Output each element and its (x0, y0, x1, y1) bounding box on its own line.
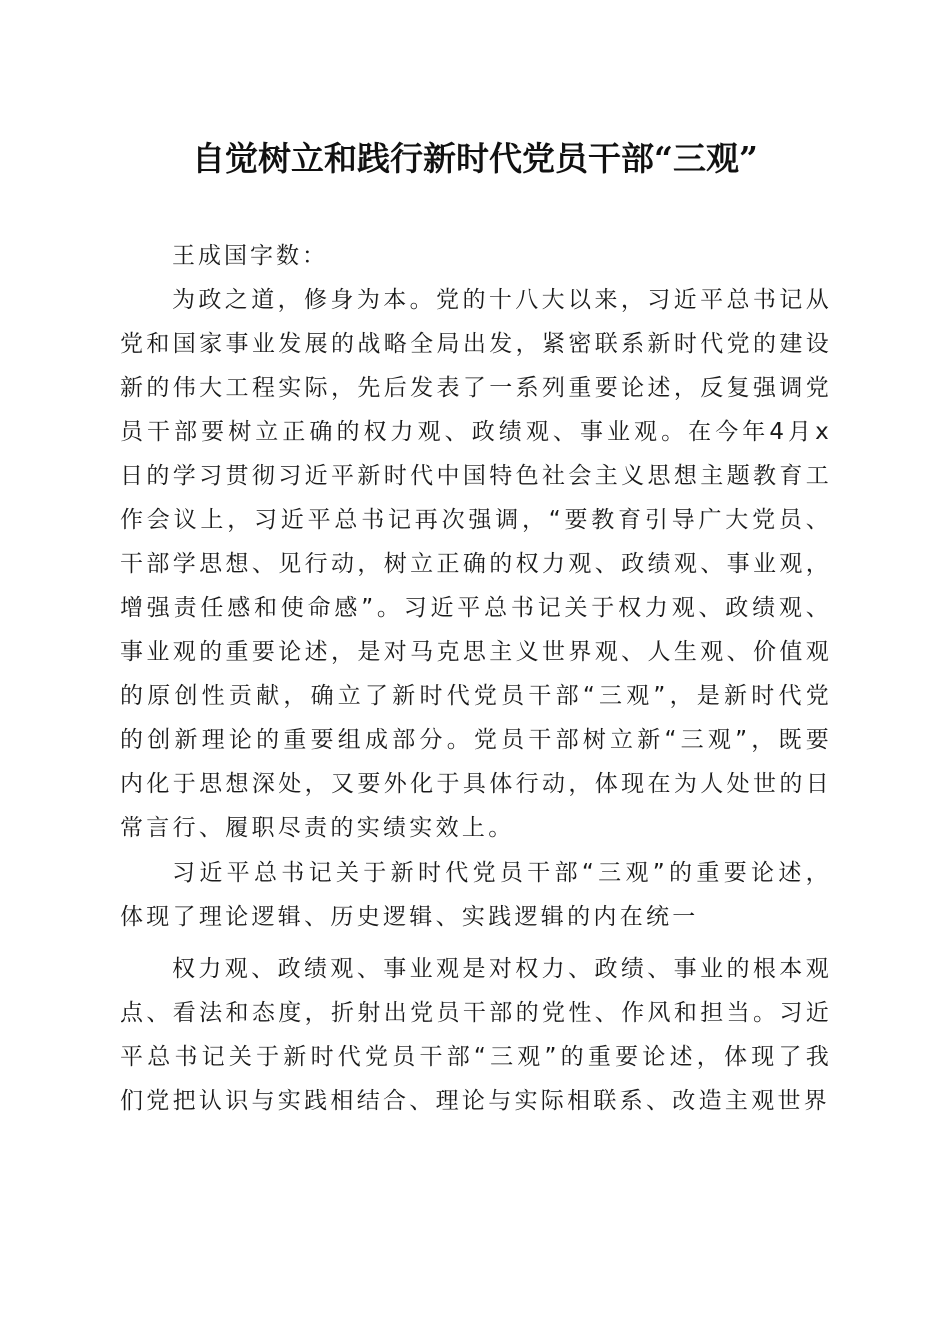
document-body-continued (120, 947, 832, 1123)
document-body-section (120, 851, 832, 939)
author-line: 王成国字数： (172, 243, 328, 269)
paragraph-body: 权力观、政绩观、事业观是对权力、政绩、事业的根本观点、看法和态度，折射出党员干部的党性、作风和担当。习近平总书记关于新时代党员干部“三观”的重要论述，体现了我们党把认识与实践相结合、理论与实际相联系、改造主观世界 (120, 956, 832, 1114)
paragraph-section-heading: 习近平总书记关于新时代党员干部“三观”的重要论述，体现了理论逻辑、历史逻辑、实践逻辑的内在统一 (120, 860, 832, 930)
document-title: 自觉树立和践行新时代党员干部“三观” (192, 139, 758, 178)
paragraph-intro: 为政之道，修身为本。党的十八大以来，习近平总书记从党和国家事业发展的战略全局出发，紧密联系新时代党的建设新的伟大工程实际，先后发表了一系列重要论述，反复强调党员干部要树立正确的权力观、政绩观、事业观。在今年4月x日的学习贯彻习近平新时代中国特色社会主义思想主题教育工作会议上，习近平总书记再次强调，“要教育引导广大党员、干部学思想、见行动，树立正确的权力观、政绩观、事业观，增强责任感和使命感”。习近平总书记关于权力观、政绩观、事业观的重要论述，是对马克思主义世界观、人生观、价值观的原创性贡献，确立了新时代党员干部“三观”，是新时代党的创新理论的重要组成部分。党员干部树立新“三观”，既要内化于思想深处，又要外化于具体行动，体现在为人处世的日常言行、履职尽责的实绩实效上。 (120, 287, 832, 841)
document-body (120, 278, 832, 850)
